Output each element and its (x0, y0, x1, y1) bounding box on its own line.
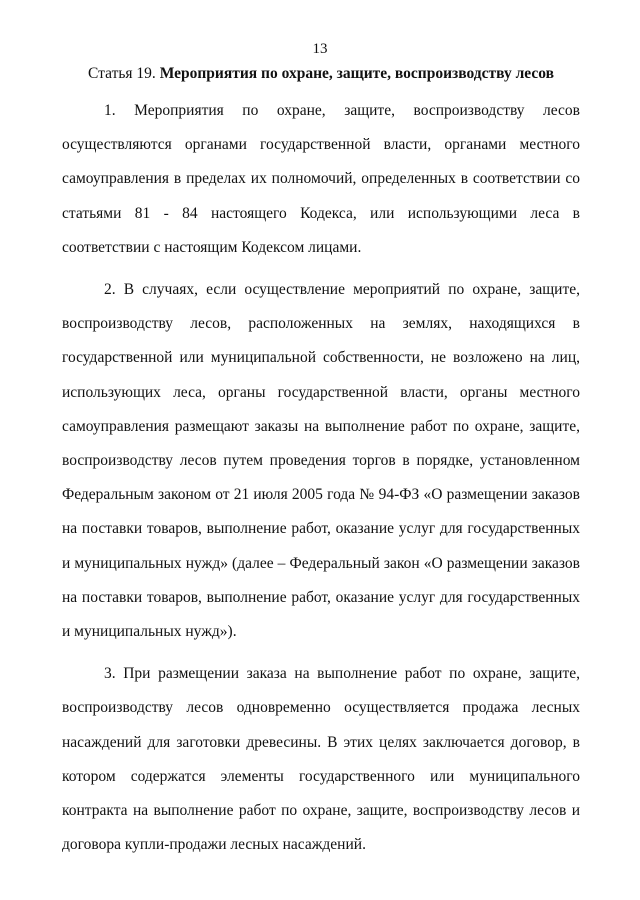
article-title: Мероприятия по охране, защите, воспроизводству лесов (159, 65, 554, 82)
article-number: Статья 19. (88, 65, 156, 82)
paragraph-1: 1. Мероприятия по охране, защите, воспроизводству лесов осуществляются органами государственной власти, органами местного самоуправления в пределах их полномочий, определенных в соответствии со статьями 81 - 84 настоящего Кодекса, или использующими леса в соответствии с настоящим Кодексом лицами. (62, 102, 580, 256)
page-number: 13 (312, 41, 328, 57)
article-heading (62, 64, 580, 84)
paragraph-2: 2. В случаях, если осуществление мероприятий по охране, защите, воспроизводству лесов, расположенных на землях, находящихся в государственной или муниципальной собственности, не возложено на лиц, использующих леса, органы государственной власти, органы местного самоуправления размещают заказы на выполнение работ по охране, защите, воспроизводству лесов путем проведения торгов в порядке, установленном Федеральным законом от 21 июля 2005 года № 94-ФЗ «О размещении заказов на поставки товаров, выполнение работ, оказание услуг для государственных и муниципальных нужд» (далее – Федеральный закон «О размещении заказов на поставки товаров, выполнение работ, оказание услуг для государственных и муниципальных нужд»). (62, 281, 580, 641)
paragraph-3: 3. При размещении заказа на выполнение работ по охране, защите, воспроизводству лесов одновременно осуществляется продажа лесных насаждений для заготовки древесины. В этих целях заключается договор, в котором содержатся элементы государственного или муниципального контракта на выполнение работ по охране, защите, воспроизводству лесов и договора купли-продажи лесных насаждений. (62, 665, 580, 854)
article-body (62, 94, 580, 862)
